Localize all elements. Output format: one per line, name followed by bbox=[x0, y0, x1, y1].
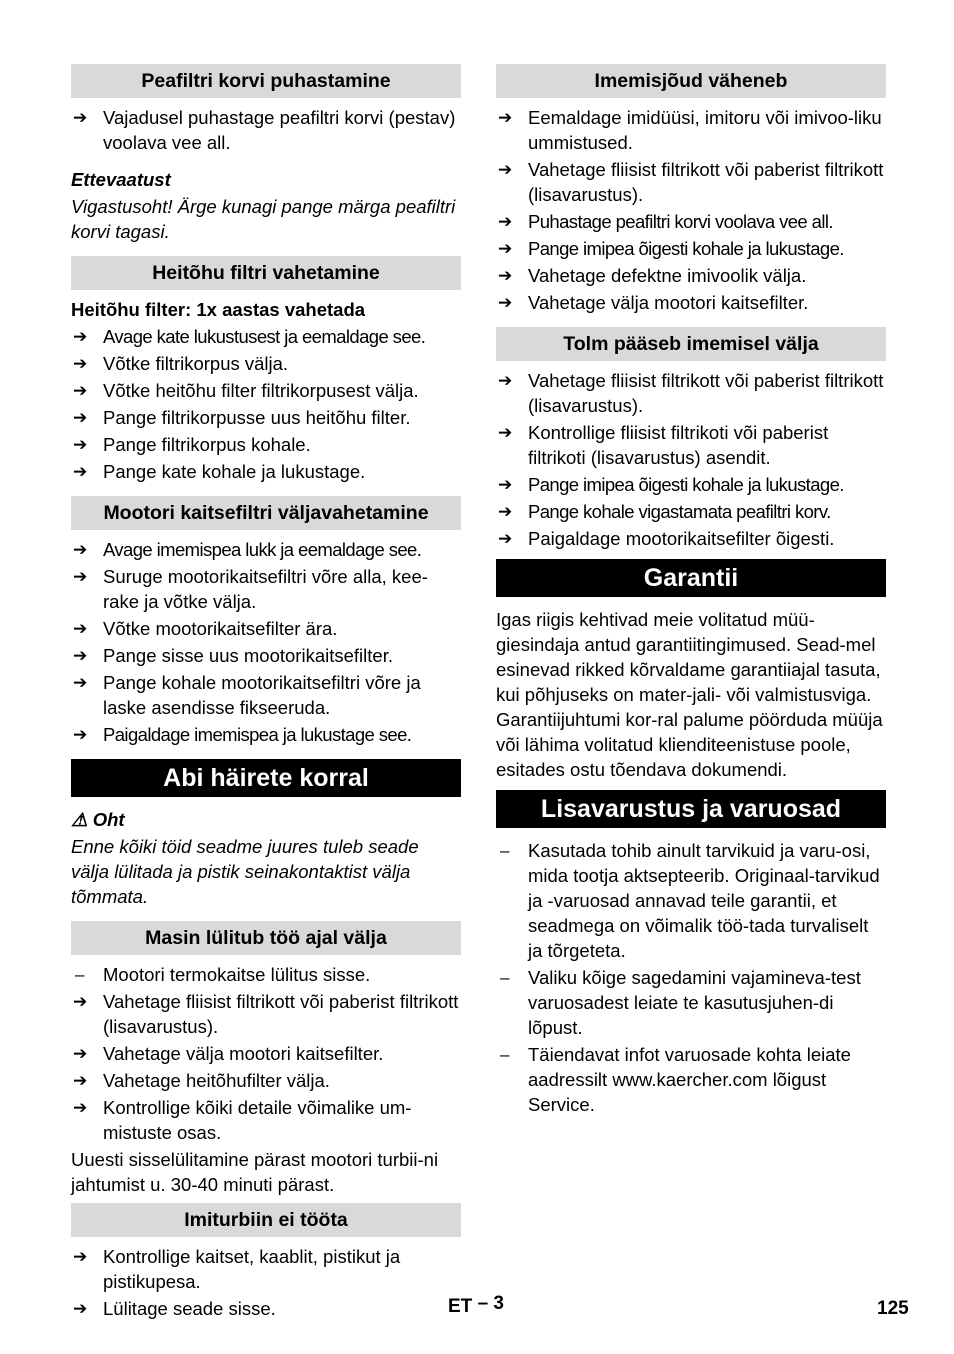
chapter-heading: Garantii bbox=[496, 559, 886, 597]
list-item: ➔ Pange kate kohale ja lukustage. bbox=[73, 461, 366, 482]
list-item: ➔ Vahetage fliisist filtrikott või paberist filtrikott (lisavarustus). bbox=[498, 370, 884, 416]
dash-icon: – bbox=[500, 1045, 510, 1064]
list-item: ➔ Lülitage seade sisse. bbox=[73, 1298, 276, 1319]
arrow-icon: ➔ bbox=[498, 371, 513, 390]
dash-icon: – bbox=[500, 841, 510, 860]
list-item: ➔ Võtke mootorikaitsefilter ära. bbox=[73, 618, 338, 639]
list-item: ➔ Vahetage fliisist filtrikott või paberist filtrikott (lisavarustus). bbox=[73, 991, 459, 1037]
list-item: ➔ Vahetage defektne imivoolik välja. bbox=[498, 265, 807, 286]
restart-note: Uuesti sisselülitamine pärast mootori turbii-ni jahtumist u. 30-40 minuti pärast. bbox=[71, 1149, 439, 1195]
arrow-icon: ➔ bbox=[73, 108, 88, 127]
arrow-icon: ➔ bbox=[498, 108, 513, 127]
section-heading: Mootori kaitsefiltri väljavahetamine bbox=[71, 496, 461, 530]
list-item: ➔ Pange sisse uus mootorikaitsefilter. bbox=[73, 645, 393, 666]
arrow-icon: ➔ bbox=[498, 293, 513, 312]
arrow-icon: ➔ bbox=[498, 423, 513, 442]
page-number: 125 bbox=[877, 1298, 909, 1319]
arrow-icon: ➔ bbox=[73, 540, 87, 559]
arrow-icon: ➔ bbox=[498, 239, 512, 258]
list-item: ➔ Puhastage peafiltri korvi voolava vee all. bbox=[498, 211, 833, 232]
arrow-icon: ➔ bbox=[498, 266, 513, 285]
section-heading: Peafiltri korvi puhastamine bbox=[71, 64, 461, 98]
list-item: ➔ Võtke filtrikorpus välja. bbox=[73, 353, 289, 374]
list-item: ➔ Vahetage heitõhufilter välja. bbox=[73, 1070, 330, 1091]
chapter-heading: Lisavarustus ja varuosad bbox=[496, 790, 886, 828]
danger-label: ⚠ Oht bbox=[71, 809, 125, 830]
arrow-icon: ➔ bbox=[498, 502, 512, 521]
chapter-heading: Abi häirete korral bbox=[71, 759, 461, 797]
list-item: ➔ Kontrollige kaitset, kaablit, pistikut ja pistikupesa. bbox=[73, 1246, 401, 1292]
list-item: ➔ Vahetage fliisist filtrikott või paberist filtrikott (lisavarustus). bbox=[498, 159, 884, 205]
list-item: ➔ Vahetage välja mootori kaitsefilter. bbox=[498, 292, 809, 313]
danger-text: Enne kõiki töid seadme juures tuleb seade välja lülitada ja pistik seinakontaktist välja tõmmata. bbox=[71, 836, 419, 907]
list-item: ➔ Pange imipea õigesti kohale ja lukustage. bbox=[498, 238, 844, 259]
arrow-icon: ➔ bbox=[73, 1044, 88, 1063]
warning-icon: ⚠ bbox=[71, 809, 88, 830]
list-item: – Mootori termokaitse lülitus sisse. bbox=[75, 964, 371, 985]
list-item: ➔ Kontrollige fliisist filtrikoti või paberist filtrikoti (lisavarustus) asendit. bbox=[498, 422, 829, 468]
caution-label: Ettevaatust bbox=[71, 169, 171, 190]
footer-section-label: ET – 3 bbox=[448, 1293, 504, 1317]
arrow-icon: ➔ bbox=[73, 327, 87, 346]
list-item: ➔ Pange filtrikorpusse uus heitõhu filter. bbox=[73, 407, 411, 428]
arrow-icon: ➔ bbox=[498, 212, 512, 231]
arrow-icon: ➔ bbox=[73, 354, 88, 373]
arrow-icon: ➔ bbox=[73, 435, 88, 454]
list-item: ➔ Vahetage välja mootori kaitsefilter. bbox=[73, 1043, 384, 1064]
warranty-text: Igas riigis kehtivad meie volitatud müü-giesindaja antud garantiitingimused. Sead-mel esinevad rikked kõrvaldame garantiiajal tasuta, kui põhjuseks on mater-jali- või valmistusviga. Garantiijuhtumi kor-ral palume pöörduda müüja või lähima volitatud klienditeenistuse poole, esitades ostu tõendava dokumendi. bbox=[496, 609, 883, 780]
list-item: – Täiendavat infot varuosade kohta leiate aadressilt www.kaercher.com lõigust Service. bbox=[500, 1044, 851, 1115]
list-item: ➔ Pange imipea õigesti kohale ja lukustage. bbox=[498, 474, 844, 495]
section-heading: Imiturbiin ei tööta bbox=[71, 1203, 461, 1237]
section-subtitle: Heitõhu filter: 1x aastas vahetada bbox=[71, 299, 366, 320]
arrow-icon: ➔ bbox=[73, 646, 88, 665]
list-item: ➔ Eemaldage imidüüsi, imitoru või imivoo-liku ummistused. bbox=[498, 107, 882, 153]
arrow-icon: ➔ bbox=[73, 1299, 88, 1318]
list-item: ➔ Avage kate lukustusest ja eemaldage see. bbox=[73, 326, 426, 347]
arrow-icon: ➔ bbox=[73, 381, 88, 400]
arrow-icon: ➔ bbox=[498, 529, 513, 548]
arrow-icon: ➔ bbox=[498, 475, 512, 494]
list-item: ➔ Vajadusel puhastage peafiltri korvi (pestav) voolava vee all. bbox=[73, 107, 456, 153]
arrow-icon: ➔ bbox=[73, 992, 88, 1011]
section-heading: Imemisjõud väheneb bbox=[496, 64, 886, 98]
list-item: ➔ Pange kohale vigastamata peafiltri korv. bbox=[498, 501, 831, 522]
section-heading: Masin lülitub töö ajal välja bbox=[71, 921, 461, 955]
list-item: – Valiku kõige sagedamini vajamineva-test varuosadest leiate te kasutusjuhen-di lõpust. bbox=[500, 967, 861, 1038]
arrow-icon: ➔ bbox=[73, 1247, 88, 1266]
list-item: ➔ Pange kohale mootorikaitsefiltri võre ja laske asendisse fikseeruda. bbox=[73, 672, 421, 718]
arrow-icon: ➔ bbox=[73, 1071, 88, 1090]
list-item: ➔ Pange filtrikorpus kohale. bbox=[73, 434, 311, 455]
arrow-icon: ➔ bbox=[73, 1098, 88, 1117]
left-column bbox=[71, 64, 461, 1323]
list-item: ➔ Paigaldage imemispea ja lukustage see. bbox=[73, 724, 412, 745]
list-item: ➔ Suruge mootorikaitsefiltri võre alla, kee-rake ja võtke välja. bbox=[73, 566, 428, 612]
arrow-icon: ➔ bbox=[73, 408, 88, 427]
dash-icon: – bbox=[75, 965, 85, 984]
section-heading: Heitõhu filtri vahetamine bbox=[71, 256, 461, 290]
right-column bbox=[496, 64, 886, 1119]
arrow-icon: ➔ bbox=[498, 160, 513, 179]
section-heading: Tolm pääseb imemisel välja bbox=[496, 327, 886, 361]
dash-icon: – bbox=[500, 968, 510, 987]
arrow-icon: ➔ bbox=[73, 725, 87, 744]
list-item: ➔ Avage imemispea lukk ja eemaldage see. bbox=[73, 539, 422, 560]
list-item: ➔ Kontrollige kõiki detaile võimalike um-mistuste osas. bbox=[73, 1097, 412, 1143]
list-item: ➔ Võtke heitõhu filter filtrikorpusest välja. bbox=[73, 380, 419, 401]
list-item: – Kasutada tohib ainult tarvikuid ja varu-osi, mida tootja aktsepteerib. Originaal-tarvikud ja -varuosad annavad teile garantii, et seadmega on võimalik töö-tada turvaliselt ja tõrgeteta. bbox=[500, 840, 880, 961]
list-item: ➔ Paigaldage mootorikaitsefilter õigesti. bbox=[498, 528, 835, 549]
caution-text: Vigastusoht! Ärge kunagi pange märga peafiltri korvi tagasi. bbox=[71, 196, 456, 242]
arrow-icon: ➔ bbox=[73, 673, 88, 692]
arrow-icon: ➔ bbox=[73, 462, 88, 481]
arrow-icon: ➔ bbox=[73, 619, 88, 638]
arrow-icon: ➔ bbox=[73, 567, 88, 586]
